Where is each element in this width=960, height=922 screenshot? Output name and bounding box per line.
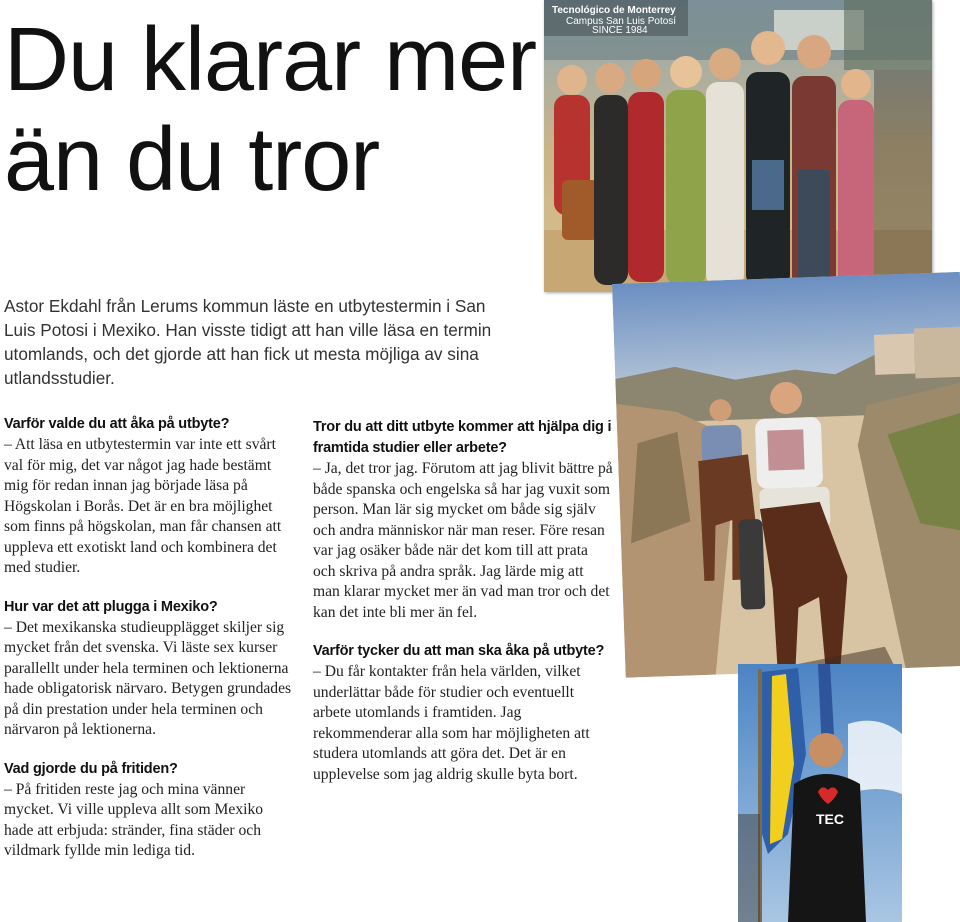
shirt-text: TEC	[816, 811, 844, 827]
answer-2: – Det mexikanska studieupplägget skiljer sig mycket från det svenska. Vi läste sex kurser parallellt under hela terminen och lektionerna hade obligatorisk närvaro. Betygen grundades på din prestation under hela terminen och närvaron på lektionerna.	[4, 618, 292, 738]
answer-1: – Att läsa en utbytestermin var inte ett svårt val för mig, det var något jag hade bestämt mig för redan innan jag började läsa på Högskolan i Borås. Det är en bra möjlighet som finns på högskolan, man får chansen att uppleva ett exotiskt land och kombinera det med studier.	[4, 436, 282, 576]
group-photo	[544, 0, 932, 292]
question-4: Tror du att ditt utbyte kommer att hjälpa dig i framtida studier eller arbete?	[313, 419, 612, 456]
left-column	[4, 414, 294, 880]
right-column	[313, 417, 613, 803]
question-3: Vad gjorde du på fritiden?	[4, 760, 178, 777]
banner-line-3: SINCE 1984	[592, 25, 648, 36]
banner-line-1: Tecnológico de Monterrey	[552, 5, 676, 16]
question-5: Varför tycker du att man ska åka på utbyte?	[313, 643, 605, 659]
horse-riding-photo	[612, 272, 960, 678]
article-ingress: Astor Ekdahl från Lerums kommun läste en utbytestermin i San Luis Potosi i Mexiko. Han visste tidigt att han ville läsa en termin utomlands, och det gjorde att han fick ut mesta möjliga av sina utlandsstudier.	[4, 296, 492, 388]
question-1: Varför valde du att åka på utbyte?	[4, 416, 230, 432]
question-2: Hur var det att plugga i Mexiko?	[4, 598, 218, 615]
banner-line-2: Campus San Luis Potosí	[566, 16, 677, 27]
answer-3: – På fritiden reste jag och mina vänner mycket. Vi ville uppleva allt som Mexiko hade att erbjuda: stränder, fina städer och vildmark fyllde min lediga tid.	[4, 780, 264, 859]
flag-photo	[738, 664, 902, 922]
answer-4: – Ja, det tror jag. Förutom att jag blivit bättre på både spanska och engelska så har jag vuxit som person. Man lär sig mycket om både sig själv och andra människor när man reser. Före resan var jag osäker både när det kom till att prata och skriva på andra språk. Jag lärde mig att man klarar mycket mer än vad man tror och det kan det inte bli mer än fel.	[313, 460, 613, 621]
title-line-2: än du tror	[4, 110, 380, 210]
title-line-1: Du klarar mer	[4, 10, 537, 110]
answer-5: – Du får kontakter från hela världen, vilket underlättar både för studier och eventuellt arbete utomlands i framtiden. Jag rekommenderar alla som har möjligheten att studera utomlands att göra det. Det är en upplevelse som jag aldrig skulle byta bort.	[313, 663, 590, 783]
article-title	[4, 10, 536, 210]
